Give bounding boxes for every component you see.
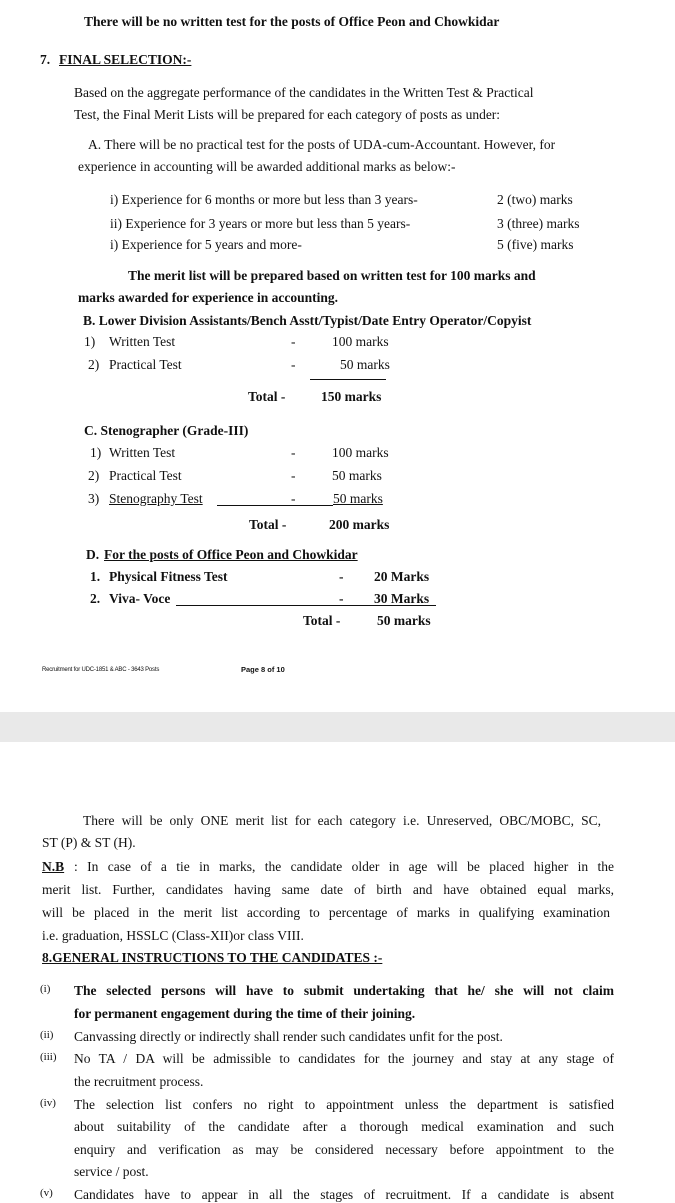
merit-list-paragraph-line: There will be only ONE merit list for each category i.e. Unreserved, OBC/MOBC, SC, <box>83 813 601 828</box>
document-page-9 <box>0 742 675 1200</box>
experience-item-marks: 2 (two) marks <box>497 192 573 207</box>
instruction-text-line: The selected persons will have to submit undertaking that he/ she will not claim <box>74 983 614 998</box>
marks-row-dash: - <box>291 491 296 506</box>
marks-row-dash: - <box>291 357 296 372</box>
section-a-text: experience in accounting will be awarded additional marks as below:- <box>78 159 456 174</box>
marks-row-number: 2) <box>88 357 100 372</box>
instruction-text-line: No TA / DA will be admissible to candidates for the journey and stay at any stage of <box>74 1051 614 1066</box>
instruction-number: (i) <box>40 983 51 995</box>
page-separator <box>0 712 675 742</box>
marks-row-value: 100 marks <box>332 334 389 349</box>
marks-row-label: Viva- Voce <box>109 591 171 606</box>
marks-row-label: Written Test <box>109 445 176 460</box>
merit-list-note: marks awarded for experience in accounting. <box>78 290 338 305</box>
instruction-text-line: The selection list confers no right to appointment unless the department is satisfied <box>74 1097 614 1112</box>
marks-row-number: 1. <box>90 569 101 584</box>
merit-list-note: The merit list will be prepared based on written test for 100 marks and <box>128 268 536 283</box>
instruction-number: (iii) <box>40 1051 57 1063</box>
section-a-text: A. There will be no practical test for the posts of UDA-cum-Accountant. However, for <box>88 137 556 152</box>
marks-row-dash: - <box>291 468 296 483</box>
nb-paragraph-line: : In case of a tie in marks, the candidate older in age will be placed higher in the <box>74 859 614 874</box>
marks-row-number: 2) <box>88 468 100 483</box>
marks-row-number: 1) <box>90 445 102 460</box>
instruction-text-line: Candidates have to appear in all the stages of recruitment. If a candidate is absent <box>74 1187 614 1202</box>
marks-row-value: 50 marks <box>340 357 390 372</box>
instruction-text-line: service / post. <box>74 1164 149 1179</box>
section-7-intro-line: Based on the aggregate performance of the candidates in the Written Test & Practical <box>74 85 534 100</box>
instruction-number: (ii) <box>40 1029 54 1041</box>
instruction-text-line: the recruitment process. <box>74 1074 204 1089</box>
marks-row-label: Written Test <box>109 334 176 349</box>
section-d-heading: For the posts of Office Peon and Chowkidar <box>104 547 358 562</box>
instruction-text-line: enquiry and verification as may be considered necessary before appointment to the <box>74 1142 614 1157</box>
instruction-number: (v) <box>40 1187 53 1199</box>
marks-row-value: 30 Marks <box>374 591 430 606</box>
section-8-heading: 8.GENERAL INSTRUCTIONS TO THE CANDIDATES :- <box>42 950 383 965</box>
experience-item-marks: 3 (three) marks <box>497 216 580 231</box>
marks-row-number: 3) <box>88 491 100 506</box>
nb-paragraph-line: i.e. graduation, HSSLC (Class-XII)or class VIII. <box>42 928 304 943</box>
underline-rule <box>217 505 333 506</box>
instruction-text-line: for permanent engagement during the time of their joining. <box>74 1006 416 1021</box>
marks-row-label: Practical Test <box>109 357 182 372</box>
section-7-intro-line: Test, the Final Merit Lists will be prepared for each category of posts as under: <box>74 107 501 122</box>
marks-row-value: 100 marks <box>332 445 389 460</box>
marks-row-number: 1) <box>84 334 96 349</box>
marks-row-number: 2. <box>90 591 101 606</box>
marks-row-value: 20 Marks <box>374 569 430 584</box>
merit-list-paragraph-line: ST (P) & ST (H). <box>42 835 136 850</box>
instruction-text-line: about suitability of the candidate after a thorough medical examination and such <box>74 1119 614 1134</box>
total-label: Total - <box>248 389 286 404</box>
footer-page-number: Page 8 of 10 <box>241 665 285 674</box>
marks-row-dash: - <box>291 445 296 460</box>
section-7-heading: FINAL SELECTION:- <box>59 52 192 67</box>
section-b-heading: B. Lower Division Assistants/Bench Asstt/Typist/Date Entry Operator/Copyist <box>83 313 532 328</box>
experience-item-label: i) Experience for 6 months or more but less than 3 years- <box>110 192 418 207</box>
nb-label: N.B <box>42 859 65 874</box>
total-label: Total - <box>249 517 287 532</box>
marks-row-dash: - <box>291 334 296 349</box>
section-c-heading: C. Stenographer (Grade-III) <box>84 423 249 438</box>
instruction-text-line: Canvassing directly or indirectly shall render such candidates unfit for the post. <box>74 1029 503 1044</box>
total-label: Total - <box>303 613 341 628</box>
nb-paragraph-line: merit list. Further, candidates having same date of birth and have obtained equal marks, <box>42 882 614 897</box>
marks-row-label: Practical Test <box>109 468 182 483</box>
total-value: 200 marks <box>329 517 390 532</box>
marks-row-value: 50 marks <box>333 491 383 506</box>
marks-row-label: Stenography Test <box>109 491 203 506</box>
section-7-number: 7. <box>40 52 51 67</box>
marks-row-label: Physical Fitness Test <box>109 569 228 584</box>
marks-row-dash: - <box>339 569 344 584</box>
experience-item-marks: 5 (five) marks <box>497 237 574 252</box>
total-value: 50 marks <box>377 613 431 628</box>
experience-item-label: i) Experience for 5 years and more- <box>110 237 302 252</box>
nb-paragraph-line: will be placed in the merit list according to percentage of marks in qualifying examination <box>42 905 610 920</box>
experience-item-label: ii) Experience for 3 years or more but less than 5 years- <box>110 216 411 231</box>
instruction-number: (iv) <box>40 1097 56 1109</box>
marks-row-value: 50 marks <box>332 468 382 483</box>
no-written-test-notice: There will be no written test for the posts of Office Peon and Chowkidar <box>84 14 500 29</box>
section-d-prefix: D. <box>86 547 100 562</box>
total-value: 150 marks <box>321 389 382 404</box>
marks-row-dash: - <box>339 591 344 606</box>
total-rule <box>310 379 386 380</box>
footer-recruitment-text: Recruitment for UDC-1851 & ABC - 3643 Posts <box>42 667 160 673</box>
